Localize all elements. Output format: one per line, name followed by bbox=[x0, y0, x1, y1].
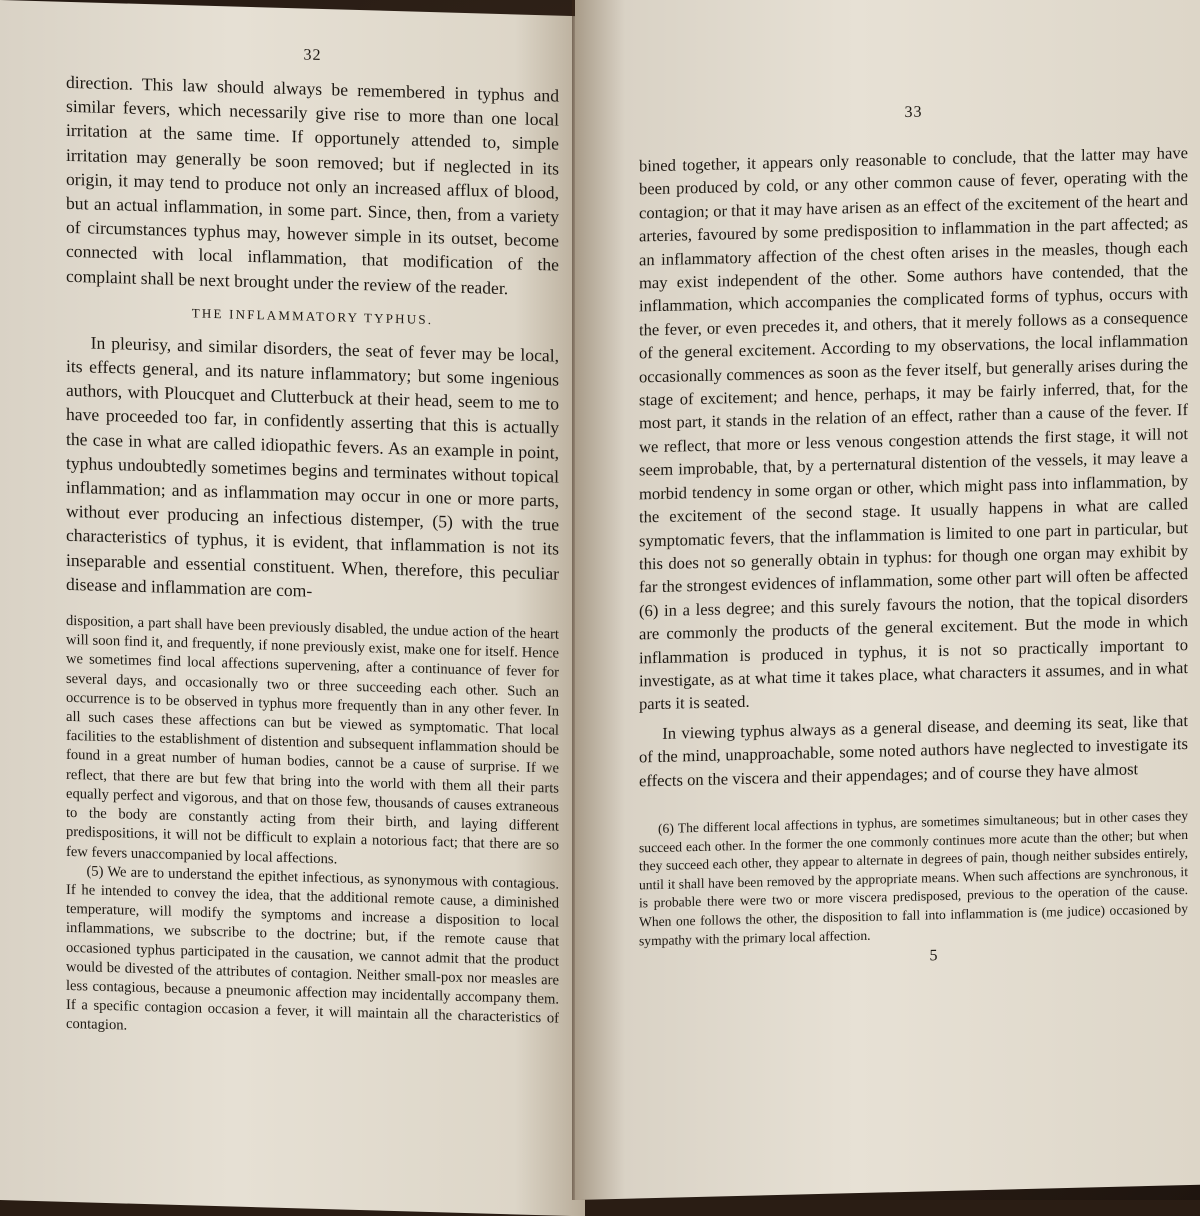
section-paragraph: In pleurisy, and similar disorders, the seat of fever may be local, its effects general, and its nature inflammatory; but some ingenious authors, with Ploucquet and Clutterbuck at their head, seem to me to have proceeded too far, in confidently asserting that this is actually the case in what are called idiopathic fevers. As an example in point, typhus undoubtedly sometimes begins and terminates without topical inflammation; and as inflammation may occur in one or more parts, without ever producing an infectious distemper, (5) with the true characteristics of typhus, it is evident, that inflammation is not its inseparable and essential constituent. When, therefore, this peculiar disease and inflammation are com- bbox=[66, 332, 559, 601]
continued-paragraph: direction. This law should always be remembered in typhus and similar fevers, which necessarily give rise to more than one local irritation at the same time. If opportunely attended to, simple irritation may generally be soon removed; but if neglected in its origin, it may tend to produce not only an increased afflux of blood, but an actual inflammation, in some part. Since, then, from a variety of circumstances typhus may, however simple in its outset, become connected with local inflammation, that modification of the complaint shall be next brought under the review of the reader. bbox=[66, 71, 559, 298]
right-page bbox=[575, 0, 1200, 1200]
page-number-left: 32 bbox=[303, 46, 322, 64]
section-heading: THE INFLAMMATORY TYPHUS. bbox=[191, 305, 434, 327]
footnote-6: (6) The different local affections in typhus, are sometimes simultaneous; but in other cases they succeed each other. In the former the one commonly continues more acute than the other; but when they succeed each other, they appear to alternate in degrees of pain, though neither subsides entirely, until it shall have been removed by the appropriate means. When such affections are synchronous, it is probable there were two or more viscera predisposed, previous to the operation of the cause. When one follows the other, the disposition to fall into inflammation is (me judice) occasioned by sympathy with the primary local affection. bbox=[639, 807, 1188, 948]
left-page bbox=[0, 0, 585, 1216]
right-paragraph-2: In viewing typhus always as a general disease, and deeming its seat, like that of the mind, unapproachable, some noted authors have neglected to investigate its effects on the viscera and their appendages; and of course they have almost bbox=[639, 710, 1188, 790]
footnote-5: (5) We are to understand the epithet infectious, as synonymous with contagious. If he intended to convey the idea, that the additional remote cause, a diminished temperature, will modify the symptoms and increase a disposition to local inflammations, we subscribe to the doctrine; but, if the remote cause that occasioned typhus participated in the causation, we cannot admit that the product would be divested of the attributes of contagion. Neither small-pox nor measles are less contagious, because a pneumonic affection may incidentally accompany them. If a specific contagion occasion a fever, it will maintain all the characteristics of contagion. bbox=[66, 863, 559, 1034]
footnote-continued: disposition, a part shall have been previously disabled, the undue action of the heart will soon find it, and frequently, if none previously exist, make one for itself. Hence we sometimes find local affections supervening, after a continuance of fever for several days, and occasionally two or three succeeding each other. Such an occurrence is to be observed in typhus more frequently than in any other fever. In all such cases these affections can but be viewed as symptomatic. That local facilities to the establishment of distention and subsequent inflammation should be found in a great number of human bodies, cannot be a cause of surprise. If we reflect, that there are but few that bring into the world with them all their parts equally perfect and vigorous, and that on those few, thousands of causes extraneous to the body are constantly acting from their birth, and laying different predispositions, it will not be difficult to explain a notorious fact; that there are so few fevers unaccompanied by local affections. bbox=[66, 612, 559, 867]
right-paragraph-1: bined together, it appears only reasonable to conclude, that the latter may have been produced by cold, or any other common cause of fever, operating with the contagion; or that it may have arisen as an effect of the excitement of the heart and arteries, favoured by some predisposition to inflammation in the part affected; as an inflammatory affection of the chest often arises in the measles, though each may exist independent of the other. Some authors have contended, that the inflammation, which accompanies the complicated forms of typhus, occurs with the fever, or even precedes it, and others, that it merely follows as a consequence of the general excitement. According to my observations, the local inflammation occasionally commences as soon as the fever itself, but generally arises during the stage of excitement; and hence, perhaps, it may be fairly inferred, that, for the most part, it stands in the relation of an effect, rather than a cause of the fever. If we reflect, that more or less venous congestion attends the first stage, it will not seem improbable, that, by a perternatural distention of the vessels, it may leave a morbid tendency in some organ or other, which might pass into inflammation, by the excitement of the second stage. It usually happens in what are called symptomatic fevers, that the inflammation is limited to one part in particular, but this does not so generally obtain in typhus: for though one organ may exhibit by far the strongest evidences of inflammation, some other part will often be affected (6) in a less degree; and this surely favours the notion, that the topical disorders are commonly the products of the general excitement. But the mode in which inflammation is produced in typhus, it is not so practically important to investigate, as at what time it takes place, what characters it assumes, and in what parts it is seated. bbox=[639, 143, 1188, 714]
page-number-right: 33 bbox=[904, 103, 923, 121]
signature-mark: 5 bbox=[929, 947, 938, 965]
